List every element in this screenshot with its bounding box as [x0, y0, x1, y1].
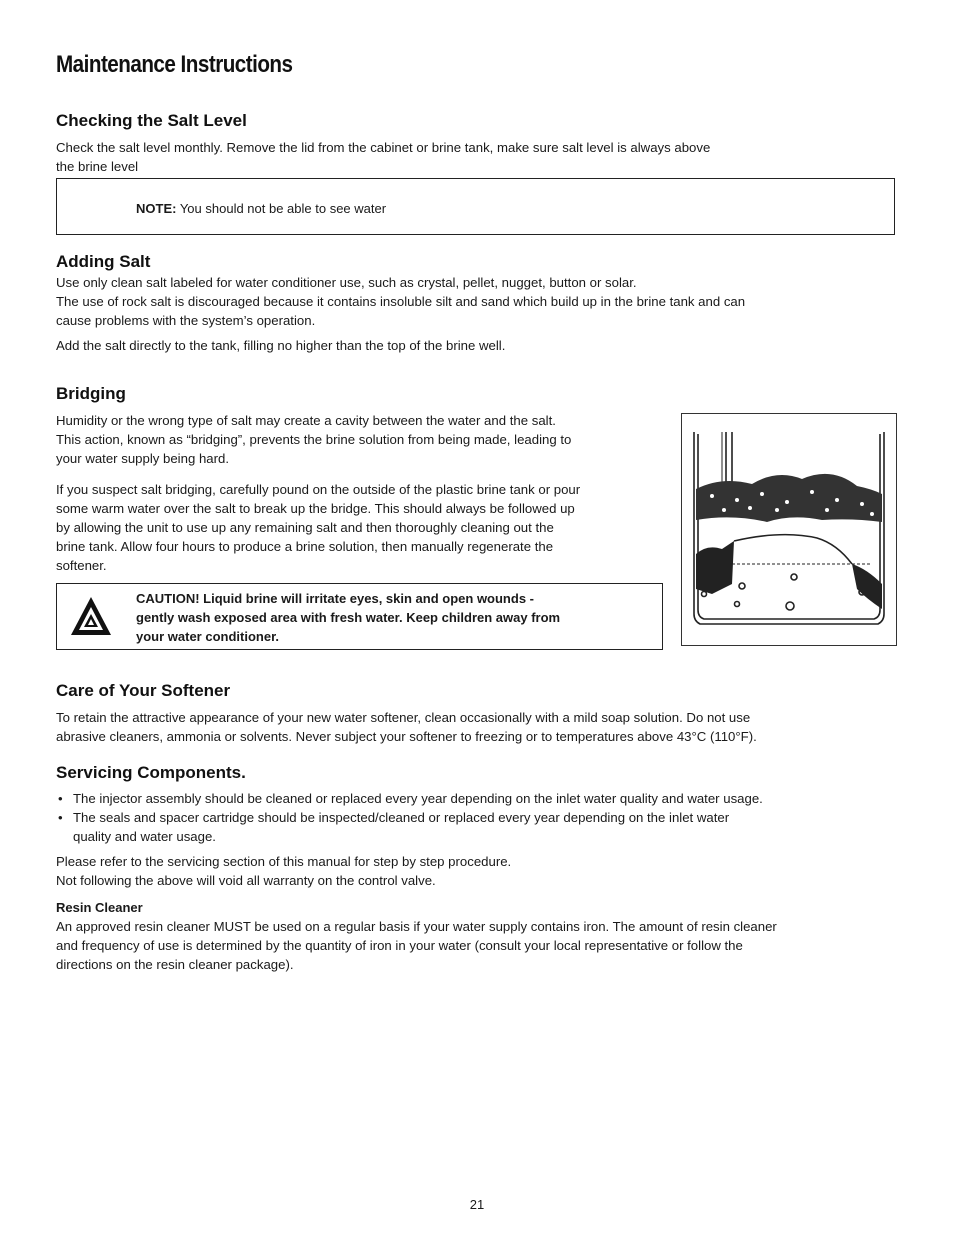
note-label: NOTE: [136, 201, 177, 216]
text-line: The injector assembly should be cleaned or replaced every year depending on the inlet water quality and water usage. [73, 791, 763, 806]
text-line: Humidity or the wrong type of salt may create a cavity between the water and the salt. [56, 413, 556, 428]
note-content: You should not be able to see water [176, 201, 387, 216]
text-line: quality and water usage. [73, 829, 216, 844]
heading-care: Care of Your Softener [56, 681, 231, 700]
text-line: Use only clean salt labeled for water conditioner use, such as crystal, pellet, nugget, button or solar. [56, 275, 637, 290]
text-line: This action, known as “bridging”, prevents the brine solution from being made, leading to [56, 432, 572, 447]
warning-triangle-icon [69, 595, 113, 637]
list-item [56, 789, 901, 808]
text-line: and frequency of use is determined by the quantity of iron in your water (consult your local representative or follow the [56, 938, 743, 953]
text-line: the brine level [56, 159, 139, 174]
heading-servicing: Servicing Components. [56, 763, 246, 782]
caution-text [136, 589, 636, 646]
brine-tank-drawing [682, 414, 896, 645]
text-line: directions on the resin cleaner package). [56, 957, 294, 972]
page-title: Maintenance Instructions [56, 51, 293, 78]
text-line: by allowing the unit to use up any remaining salt and then thoroughly cleaning out the [56, 520, 554, 535]
servicing-list [56, 789, 901, 846]
text-line: To retain the attractive appearance of your new water softener, clean occasionally with a mild soap solution. Do not use [56, 710, 751, 725]
text-line: brine tank. Allow four hours to produce a brine solution, then manually regenerate the [56, 539, 554, 554]
text-line: Check the salt level monthly. Remove the lid from the cabinet or brine tank, make sure salt level is always above [56, 140, 711, 155]
text-line: your water supply being hard. [56, 451, 230, 466]
text-line: your water conditioner. [136, 629, 280, 644]
text-line: gently wash exposed area with fresh water. Keep children away from [136, 610, 561, 625]
text-line: If you suspect salt bridging, carefully pound on the outside of the plastic brine tank or pour [56, 482, 581, 497]
heading-resin-cleaner: Resin Cleaner [56, 900, 143, 915]
heading-checking-salt: Checking the Salt Level [56, 111, 247, 130]
text-line: An approved resin cleaner MUST be used on a regular basis if your water supply contains iron. The amount of resin cleaner [56, 919, 777, 934]
text-line: some warm water over the salt to break up the bridge. This should always be followed up [56, 501, 575, 516]
text-line: softener. [56, 558, 107, 573]
text-line: Please refer to the servicing section of this manual for step by step procedure. [56, 854, 512, 869]
adding-para2: Add the salt directly to the tank, filling no higher than the top of the brine well. [56, 338, 506, 353]
servicing-refer [56, 852, 511, 890]
caution-box [56, 583, 663, 650]
resin-body [56, 917, 777, 974]
text-line: cause problems with the system’s operation. [56, 313, 316, 328]
checking-body [56, 138, 710, 176]
page-number: 21 [469, 1197, 485, 1212]
bridging-para2 [56, 480, 580, 575]
bridging-para1 [56, 411, 571, 468]
care-body [56, 708, 757, 746]
salt-bridging-illustration [681, 413, 897, 646]
adding-para1 [56, 273, 745, 330]
text-line: Not following the above will void all warranty on the control valve. [56, 873, 436, 888]
text-line: CAUTION! Liquid brine will irritate eyes, skin and open wounds - [136, 591, 534, 606]
text-line: The use of rock salt is discouraged because it contains insoluble silt and sand which build up in the brine tank and can [56, 294, 746, 309]
note-text [136, 199, 386, 218]
heading-adding-salt: Adding Salt [56, 252, 151, 271]
heading-bridging: Bridging [56, 384, 126, 403]
list-item [56, 808, 901, 846]
note-box [56, 178, 895, 235]
text-line: abrasive cleaners, ammonia or solvents. Never subject your softener to freezing or to temperatures above 43°C (110°F). [56, 729, 757, 744]
text-line: The seals and spacer cartridge should be inspected/cleaned or replaced every year depending on the inlet water [73, 810, 730, 825]
